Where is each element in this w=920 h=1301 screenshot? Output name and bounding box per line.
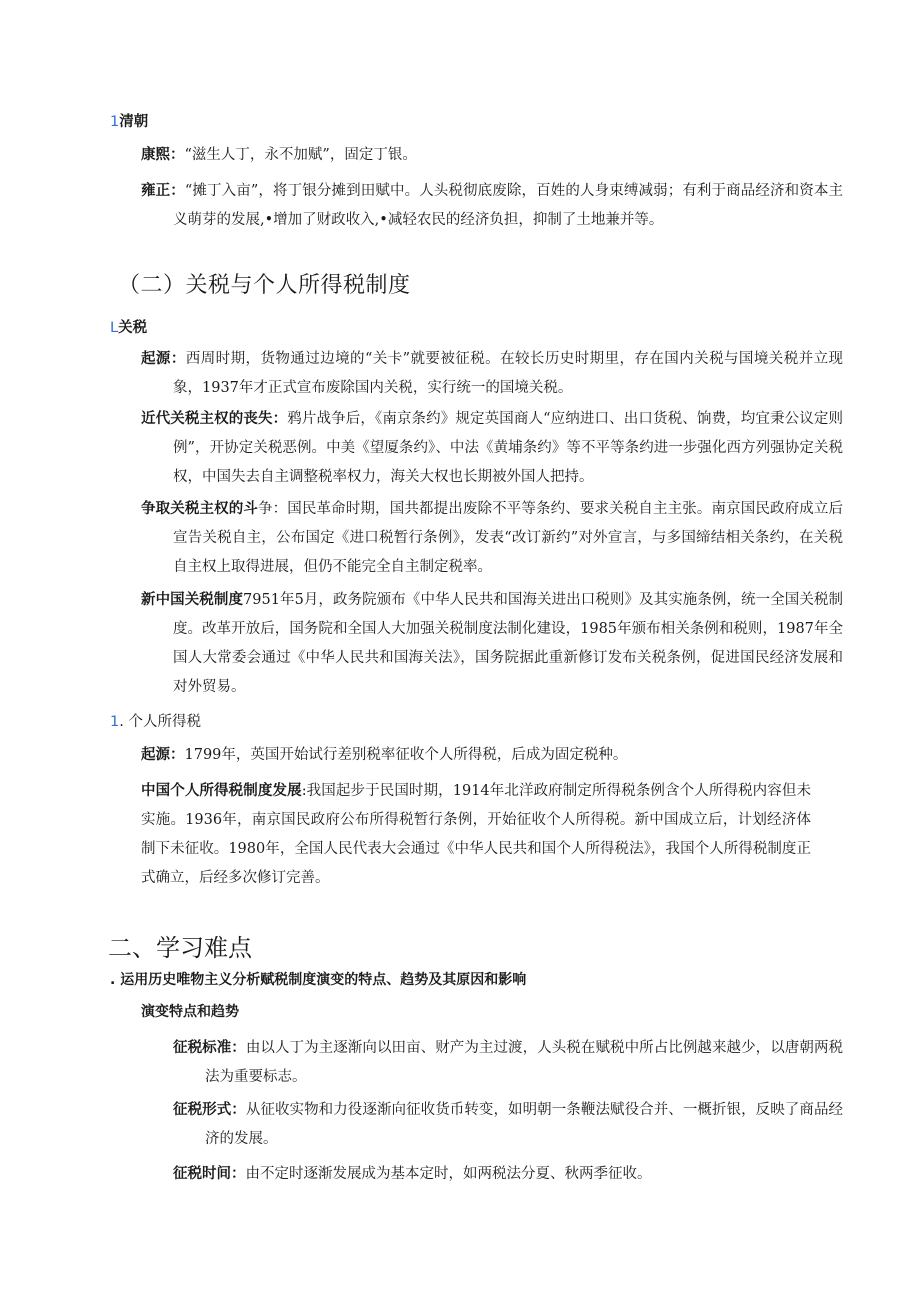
customs-origin-paragraph	[141, 345, 843, 403]
income-dev-text: :我国起步于民国时期，1914年北洋政府制定所得税条例含个人所得税内容但未实施。1936年，南京国民政府公布所得税暂行条例，开始征收个人所得税。新中国成立后，计划经济体制下未征收。1980年，全国人民代表大会通过《中华人民共和国个人所得税法》，我国个人所得税制度正式确立，后经多次修订完善。	[141, 783, 811, 886]
customs-new-paragraph	[141, 586, 843, 702]
income-dev-label: 中国个人所得税制度发展	[141, 783, 302, 799]
customs-struggle-label2: 争：	[258, 501, 288, 517]
income-origin-label: 起源：	[141, 747, 185, 763]
income-tax-number: 1	[110, 714, 120, 730]
yongzheng-label: 雍正：	[141, 183, 185, 199]
customs-new-label: 新中国关税制度	[141, 592, 244, 608]
income-dev-paragraph	[141, 777, 811, 893]
kangxi-paragraph	[141, 141, 811, 170]
customs-heading	[110, 316, 147, 337]
tax-standard-text: 由以人丁为主逐渐向以田亩、财产为主过渡，人头税在赋税中所占比例越来越少，以唐朝两税法为重要标志。	[205, 1040, 844, 1085]
yongzheng-paragraph	[141, 177, 843, 235]
yongzheng-text: “摊丁入亩”，将丁银分摊到田赋中。人头税彻底废除，百姓的人身束缚减弱；有利于商品经济和资本主义萌芽的发展,•增加了财政收入,•减轻农民的经济负担，抑制了土地兼并等。	[173, 183, 843, 228]
tax-standard-label: 征税标准：	[173, 1040, 246, 1056]
customs-title: 关税	[118, 320, 148, 336]
income-origin-paragraph	[141, 741, 843, 770]
qing-number: 1	[110, 114, 120, 130]
tax-time-text: 由不定时逐渐发展成为基本定时，如两税法分夏、秋两季征收。	[245, 1166, 652, 1182]
qing-heading	[110, 110, 148, 131]
customs-loss-label: 近代关税主权的丧失：	[141, 411, 288, 427]
income-origin-text: 1799年，英国开始试行差别税率征收个人所得税，后成为固定税种。	[184, 747, 628, 763]
difficulty-heading: 二、学习难点	[108, 934, 252, 962]
customs-struggle-paragraph	[141, 495, 843, 582]
customs-loss-paragraph	[141, 405, 843, 492]
tax-standard-paragraph	[173, 1034, 843, 1092]
customs-new-text: 7951年5月，政务院颁布《中华人民共和国海关进出口税则》及其实施条例，统一全国关税制度。改革开放后，国务院和全国人大加强关税制度法制化建设，1985年颁布相关条例和税则，1987年全国人大常委会通过《中华人民共和国海关法》，国务院据此重新修订发布关税条例，促进国民经济发展和对外贸易。	[173, 592, 844, 695]
tax-form-text: 从征收实物和力役逐渐向征收货币转变，如明朝一条鞭法赋役合并、一概折银，反映了商品经济的发展。	[205, 1102, 844, 1147]
customs-origin-text: 西周时期，货物通过边境的“关卡”就要被征税。在较长历史时期里，存在国内关税与国境关税并立现象，1937年才正式宣布废除国内关税，实行统一的国境关税。	[173, 351, 844, 396]
customs-origin-label: 起源：	[141, 351, 186, 367]
section-2-heading: （二）关税与个人所得税制度	[118, 273, 411, 298]
customs-struggle-label: 争取关税主权的斗	[141, 501, 259, 517]
income-tax-title: . 个人所得税	[119, 714, 201, 730]
income-tax-heading	[110, 710, 201, 731]
customs-struggle-text: 国民革命时期，国共都提出废除不平等条约、要求关税自主主张。南京国民政府成立后宣告关税自主，公布国定《进口税暂行条例》，发表“改订新约”对外宣言，与多国缔结相关条约，在关税自主权上取得进展，但仍不能完全自主制定税率。	[173, 501, 844, 575]
tax-time-label: 征税时间：	[173, 1166, 246, 1182]
trend-heading: 演变特点和趋势	[141, 1004, 239, 1020]
kangxi-text: “滋生人丁，永不加赋”，固定丁银。	[184, 147, 417, 163]
kangxi-label: 康熙：	[141, 147, 185, 163]
qing-title: 清朝	[119, 114, 149, 130]
tax-time-paragraph	[173, 1160, 811, 1189]
tax-form-paragraph	[173, 1096, 843, 1154]
tax-form-label: 征税形式：	[173, 1102, 246, 1118]
difficulty-subheading: . 运用历史唯物主义分析赋税制度演变的特点、趋势及其原因和影响	[110, 972, 527, 988]
customs-number: L	[110, 320, 119, 336]
customs-loss-text: 鸦片战争后，《南京条约》规定英国商人“应纳进口、出口货税、饷费，均宜秉公议定则例”，开协定关税恶例。中美《望厦条约》、中法《黄埔条约》等不平等条约进一步强化西方列强协定关税权，中国失去自主调整税率权力，海关大权也长期被外国人把持。	[173, 411, 843, 485]
